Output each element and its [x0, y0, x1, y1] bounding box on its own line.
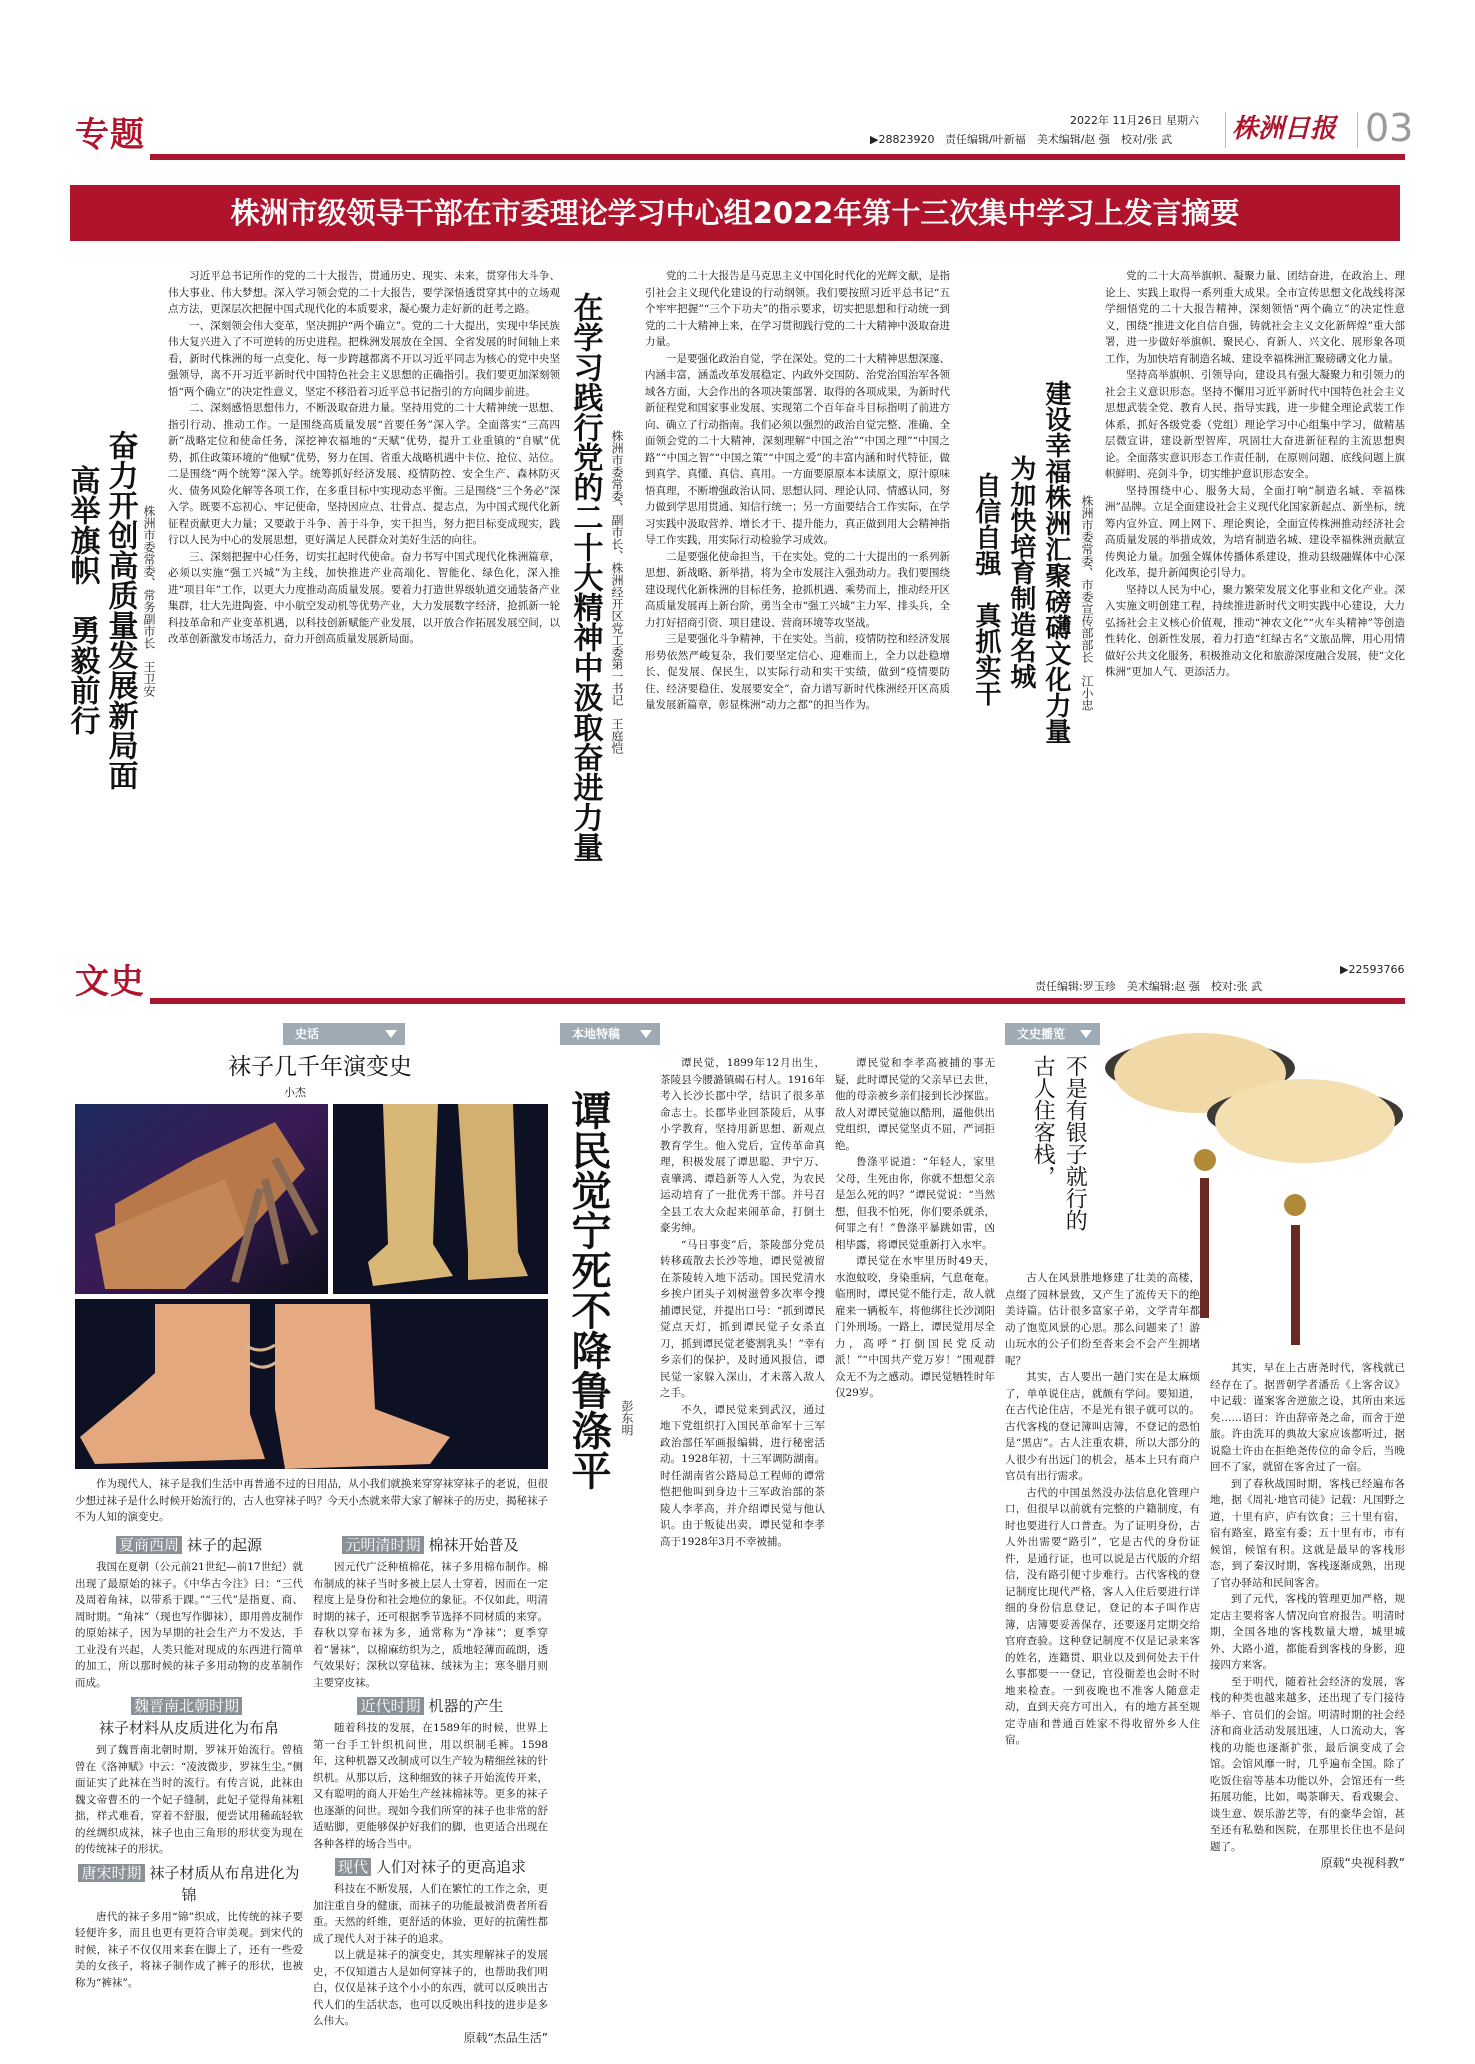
paragraph: 三、深刻把握中心任务，切实扛起时代使命。奋力书写中国式现代化株洲篇章，必须以实施“强工兴城”为主线，加快推进产业高端化、智能化、绿色化，深入推进“项目年”工作，以更大力度推动高质量发展。要着力打造世界级轨道交通装备产业集群，壮大先进陶瓷、中小航空发动机等优势产业，大力发展数字经济，抢抓新一轮科技革命和产业变革机遇，以科技创新赋能产业发展，以开放合作拓展发展空间，以改革创新激发市场活力，奋力开创高质量发展新局面。	[168, 550, 560, 645]
paragraph: 因元代广泛种植棉花，袜子多用棉布制作。棉布制成的袜子当时多被上层人士穿着，因而在一定程度上是身份和社会地位的象征。不仅如此，明清时期的袜子，还可根据季节选择不同材质的来穿。春秋以穿布袜为多，通常称为“净袜”；夏季穿着“暑袜”，以棉麻纺织为之，质地轻薄而疏朗，透气效果好；深秋以穿毡袜、绒袜为主；寒冬腊月则主要穿皮袜。	[313, 1561, 548, 1689]
paragraph: 鲁涤平说道：“年轻人，家里父母，生死由你，你就不想想父亲是怎么死的吗？”谭民觉说：“当然想，但我不怕死，你们要杀就杀，何罪之有！”鲁涤平暴跳如雷，凶相毕露，将谭民觉重新打入水牢。	[835, 1156, 995, 1251]
sock-photo-ancient	[75, 1104, 328, 1294]
article-byline: 株洲市委常委、市委宣传部部长 江小忠	[1080, 495, 1094, 711]
section-heading	[75, 1862, 303, 1906]
inn-column-1	[1005, 1270, 1200, 1749]
heading-text: 棉袜开始普及	[428, 1536, 519, 1554]
article-title-line2: 高举旗帜 勇毅前行	[64, 465, 100, 735]
paragraph: 其实，古人要出一趟门实在是太麻烦了，单单说住店，就颇有学问。要知道，在古代论住店，不是光有银子就可以的。古代客栈的登记簿叫店簿，不登记的恐怕是“黑店”。古人注重农耕，所以大部分的人很少有出远门的机会，基本上只有商户官员有出行需求。	[1005, 1371, 1200, 1482]
article-author: 小杰	[284, 1086, 306, 1099]
chevron-down-icon	[640, 1030, 652, 1038]
article-title-line1: 奋力开创高质量发展新局面	[102, 430, 138, 790]
tan-column-2	[835, 1055, 995, 1402]
section-heading	[313, 1695, 548, 1717]
section-heading	[75, 1534, 303, 1556]
paragraph: 古人在风景胜地修建了壮美的高楼，点缀了园林景致，又产生了流传天下的绝美诗篇。估计很多富家子弟，文学青年都动了饱览风景的心思。那么问题来了！游山玩水的公子们纷至沓来会不会产生拥堵呢？	[1005, 1272, 1200, 1367]
section-label-zhuanti: 专题	[75, 115, 145, 155]
article-title-line2: 为加快培育制造名城	[1005, 455, 1036, 689]
paragraph: 党的二十大高举旗帜、凝聚力量、团结奋进，在政治上、理论上、实践上取得一系列重大成果。全市宣传思想文化战线将深学细悟党的二十大报告精神，深刻领悟“两个确立”的决定性意义，围绕“推进文化自信自强，铸就社会主义文化新辉煌”重大部署，进一步做好举旗帜、聚民心、育新人、兴文化、展形象各项工作，为加快培育制造名城、建设幸福株洲汇聚磅礴文化力量。	[1105, 270, 1405, 365]
era-label: 魏晋南北朝时期	[131, 1697, 242, 1715]
section-label-wenshi: 文史	[75, 962, 145, 1002]
article-title: 谭民觉宁死不降鲁涤平	[565, 1090, 611, 1490]
chevron-down-icon	[1080, 1030, 1092, 1038]
article-title: 袜子几千年演变史	[228, 1054, 412, 1080]
era-label: 现代	[335, 1858, 371, 1876]
article-intro	[75, 1476, 548, 1526]
column-tag-label: 史话	[295, 1027, 320, 1041]
column-tag-wenshi[interactable]	[1005, 1023, 1100, 1045]
section-rule-top	[150, 154, 1405, 160]
paragraph: 党的二十大报告是马克思主义中国化时代化的光辉文献，是指引社会主义现代化建设的行动纲领。我们要按照习近平总书记“五个牢牢把握”“三个下功夫”的指示要求，切实把思想和行动统一到党的二十大精神上来，在学习贯彻践行党的二十大精神中汲取奋进力量。	[645, 270, 950, 348]
column-tag-shihua[interactable]	[283, 1023, 405, 1045]
section-heading	[313, 1856, 548, 1878]
editor-credits: 责任编辑/叶新福 美术编辑/赵 强 校对/张 武	[945, 133, 1173, 146]
era-label: 夏商西周	[116, 1536, 182, 1554]
inn-column-2	[1210, 1360, 1405, 1871]
article-title-line1: 建设幸福株洲汇聚磅礴文化力量	[1040, 380, 1071, 744]
headline-banner: 株洲市级领导干部在市委理论学习中心组2022年第十三次集中学习上发言摘要	[70, 185, 1400, 241]
news-hotline: ▶28823920	[870, 133, 935, 146]
heading-text: 人们对袜子的更高追求	[376, 1858, 527, 1876]
section-rule-bottom	[150, 998, 1405, 1004]
section-heading	[313, 1534, 548, 1556]
paragraph: 一、深刻领会伟大变革，坚决拥护“两个确立”。党的二十大提出，实现中华民族伟大复兴进入了不可逆转的历史进程。把株洲发展放在全国、全省发展的时间轴上来看，新时代株洲的每一点变化、每一步跨越都离不开以习近平同志为核心的党中央坚强领导，离不开习近平新时代中国特色社会主义思想的正确指引。我们要更加深刻领悟“两个确立”的决定性意义，坚定不移沿着习近平总书记指引的方向阔步前进。	[168, 319, 560, 398]
article-author: 彭东明	[620, 1400, 634, 1436]
article-byline: 株洲市委常委、副市长、株洲经开区党工委第一书记 王庭恺	[610, 430, 624, 754]
article-byline: 株洲市委常委、常务副市长 王卫安	[142, 505, 156, 697]
paragraph: 以上就是袜子的演变史，其实理解袜子的发展史，不仅知道古人是如何穿袜子的，也帮助我们明白，仅仅是袜子这个小小的东西，就可以反映出古代人们的生活状态，也可以反映出科技的进步是多么伟大。	[313, 1949, 548, 2027]
paragraph: 习近平总书记所作的党的二十大报告，贯通历史、现实、未来，贯穿伟大斗争、伟大事业、伟大梦想。深入学习领会党的二十大报告，要学深悟透贯穿其中的立场观点方法，更深层次把握中国式现代化的本质要求，凝心聚力走好新的赶考之路。	[168, 270, 560, 315]
column-tag-label: 文史播览	[1017, 1027, 1066, 1041]
paragraph: 随着科技的发展，在1589年的时候，世界上第一台手工针织机问世，用以织制毛裤。1598年，这种机器又改制成可以生产较为精细丝袜的针织机。从那以后，这种细致的袜子开始流传开来，又有聪明的商人开始生产丝袜棉袜等。更多的袜子也逐渐的问世。现如今我们所穿的袜子也非常的舒适贴脚，更能够保护好我们的脚，也更适合出现在各种各样的场合当中。	[313, 1722, 548, 1850]
paragraph: 二是要强化使命担当，干在实处。党的二十大提出的一系列新思想、新战略、新举措，将为全市发展注入强劲动力。我们要围绕建设现代化新株洲的目标任务，抢抓机遇、乘势而上，推动经开区高质量发展再上新台阶，勇当全市“强工兴城”主力军、排头兵，全力打好招商引资、项目建设、营商环境等攻坚战。	[645, 550, 950, 629]
page-number: 03	[1365, 106, 1414, 150]
source-credit: 原载“央视科教”	[1320, 1856, 1405, 1870]
sock-image	[75, 1104, 328, 1294]
paragraph: “马日事变”后，茶陵部分党员转移疏散去长沙等地，谭民觉被留在茶陵转入地下活动。国民党清水乡挨户团头子刘树滋曾多次率令搜捕谭民觉，并提出口号：“抓到谭民觉点天灯，抓到谭民觉子女杀直刀，抓到谭民觉老婆割乳头！”幸有乡亲们的保护，及时通风报信，谭民觉一家躲入深山，才未落入敌人之手。	[660, 1238, 825, 1399]
chevron-down-icon	[385, 1030, 397, 1038]
socks-column-1	[75, 1530, 303, 1991]
editor-credits: 责任编辑:罗玉珍 美术编辑:赵 强 校对:张 武	[1035, 980, 1263, 993]
article-title-line2: 古人住客栈，	[1030, 1055, 1056, 1187]
intro-paragraph: 作为现代人，袜子是我们生活中再普通不过的日用品，从小我们就换来穿穿袜穿袜子的老说，但很少想过袜子是什么时候开始流行的，古人也穿袜子吗？今天小杰就来带大家了解袜子的历史，揭秘袜子不为人知的演变史。	[75, 1478, 548, 1523]
paragraph: 三是要强化斗争精神，干在实处。当前，疫情防控和经济发展形势依然严峻复杂，我们要坚定信心、迎难而上，全力以赴稳增长、促发展、保民生，以实际行动和实干实绩，做到“疫情要防住、经济要稳住、发展要安全”，奋力谱写新时代株洲经开区高质量发展新篇章，彰显株洲“动力之都”的担当作为。	[645, 633, 950, 711]
article-title-line1: 不是有银子就行的	[1062, 1055, 1088, 1231]
header-divider-2	[1357, 112, 1358, 148]
era-label: 近代时期	[357, 1697, 423, 1715]
paragraph: 至于明代，随着社会经济的发展，客栈的种类也越来越多，还出现了专门接待举子、官员们的会馆。明清时期的社会经济和商业活动发展迅速，人口流动大，客栈的功能也逐渐扩张，最后演变成了会馆。会馆风靡一时，几乎遍布全国。除了吃饭住宿等基本功能以外，会馆还有一些拓展功能，比如，喝茶聊天、看戏聚会、谈生意、娱乐游艺等，有的豪华会馆，甚至还有私塾和医院，在那里长住也不是问题了。	[1210, 1675, 1405, 1853]
header-divider	[1225, 112, 1226, 148]
article-body	[1105, 268, 1405, 681]
paragraph: 谭民觉和李孝高被捕的事无疑，此时谭民觉的父亲早已去世，他的母亲被乡亲们接到长沙探监。敌人对谭民觉施以酷刑，逼他供出党组织，谭民觉坚贞不屈，严词拒绝。	[835, 1057, 995, 1152]
paragraph: 到了春秋战国时期，客栈已经遍布各地，据《周礼·地官司徒》记载：凡国野之道，十里有庐，庐有饮食；三十里有宿，宿有路室，路室有委；五十里有市，市有候馆，候馆有积。这就是最早的客栈形态，到了秦汉时期，客栈逐渐成熟，出现了官办驿站和民间客舍。	[1210, 1477, 1405, 1589]
paragraph: 坚持以人民为中心，聚力繁荣发展文化事业和文化产业。深入实施文明创建工程，持续推进新时代文明实践中心建设，大力弘扬社会主义核心价值观，推动“神农文化”“火车头精神”等创造性转化、创新性发展，着力打造“红绿古名”文旅品牌，用心用情做好公共文化服务，积极推动文化和旅游深度融合发展，使“文化株洲”更加人气、更添活力。	[1105, 583, 1405, 678]
heading-text: 袜子材料从皮质进化为布帛	[98, 1719, 279, 1737]
article-title: 在学习践行党的二十大精神中汲取奋进力量	[567, 292, 603, 862]
column-tag-label: 本地特稿	[572, 1027, 621, 1041]
paragraph: 到了魏晋南北朝时期，罗袜开始流行。曾植曾在《洛神赋》中云：“凌波微步，罗袜生尘。”侧面证实了此袜在当时的流行。有传言说，此袜由魏文帝曹丕的一个妃子缝制，此妃子觉得角袜粗拙，样式难看，穿着不舒服，便尝试用稀疏轻软的丝绸织成袜，袜子也由三角形的形状变为现在的传统袜子的形状。	[75, 1744, 303, 1855]
paragraph: 谭民觉在水牢里历时49天，水泡蚊咬，身染重病，气息奄奄。临刑时，谭民觉不能行走，敌人就雇来一辆板车，将他绑往长沙浏阳门外刑场。一路上，谭民觉用尽全力，高呼“打倒国民党反动派！”“中国共产党万岁！”围观群众无不为之感动。谭民觉牺牲时年仅29岁。	[835, 1255, 995, 1399]
sock-photo-boots	[75, 1299, 548, 1469]
stockings-image	[333, 1104, 548, 1294]
paragraph: 不久，谭民觉来到武汉，通过地下党组织打入国民革命军十三军政治部任军画报编辑，进行秘密活动。1928年初，十三军调防湖南。时任湖南省公路局总工程师的谭常恺把他叫到身边十三军政治部的茶陵人李孝高，并介绍谭民觉与他认识。由于叛徒出卖，谭民觉和李孝高于1928年3月不幸被捕。	[660, 1403, 825, 1548]
paragraph: 坚持围绕中心、服务大局，全面打响“制造名城、幸福株洲”品牌。立足全面建设社会主义现代化国家新起点、新坐标，统筹内宣外宣、网上网下、理论舆论，全面宣传株洲推动经济社会高质量发展的举措成效，为培育制造名城、建设幸福株洲贡献宣传舆论力量。加强全媒体传播体系建设，推动县级融媒体中心深化改革，提升新闻舆论引导力。	[1105, 484, 1405, 579]
boots-image	[75, 1299, 548, 1469]
era-label: 元明清时期	[342, 1536, 423, 1554]
paragraph: 谭民觉，1899年12月出生，茶陵县今腰潞镇碣石村人。1916年考入长沙长郡中学，结识了很多革命志士。长郡毕业回茶陵后，从事小学教育，坚持用新思想、新观点教育学生。他入党后，宣传革命真理，积极发展了谭思聪、尹宁万、袁肇鸿、谭趋新等人入党，为农民运动培育了一批优秀干部。并号召全县工农大众起来闹革命，打倒土豪劣绅。	[660, 1057, 825, 1234]
heading-text: 袜子的起源	[187, 1536, 263, 1554]
source-credit: 原载“杰品生活”	[463, 2030, 548, 2045]
heading-text: 袜子材质从布帛进化为锦	[149, 1863, 300, 1904]
paragraph: 坚持高举旗帜、引领导向，建设具有强大凝聚力和引领力的社会主义意识形态。坚持不懈用习近平新时代中国特色社会主义思想武装全党、教育人民、指导实践，进一步健全理论武装工作体系，抓好各级党委（党组）理论学习中心组集中学习，做精基层微宣讲，建设新型智库，巩固壮大奋进新征程的主流思想舆论。全面落实意识形态工作责任制，在原则问题、底线问题上旗帜鲜明、亮剑斗争，切实维护意识形态安全。	[1105, 369, 1405, 480]
paragraph: 古代的中国虽然没办法信息化管理户口，但很早以前就有完整的户籍制度，有时也要进行人口普查。为了证明身份，古人外出需要“路引”，它是古代的身份证件，是通行证，也可以说是古代版的介绍信，没有路引便寸步难行。古代客栈的登记制度比现代严格，客人入住后要进行详细的身份信息登记，登记的本子叫作店簿，店簿要妥善保存，还要逐月定期交给官府查验。这种登记制度不仅是记录来客的姓名，连籍贯、职业以及到何处去干什么事都要一一登记，官役衙差也会时不时地来检查。一到夜晚也不准客人随意走动，直到天亮方可出入，有的地方甚至规定寺庙和普通百姓家不得收留外乡人住宿。	[1005, 1486, 1200, 1746]
paragraph: 二、深刻感悟思想伟力，不断汲取奋进力量。坚持用党的二十大精神统一思想、指引行动、推动工作。一是围绕高质量发展“首要任务”深入学。全面落实“三高四新”战略定位和使命任务，深挖神农福地的“天赋”优势，提升工业重镇的“自赋”优势，抓住政策环境的“他赋”优势，努力在国、省重大战略机遇中卡位、抢位、站位。二是围绕“两个统筹”深入学。统筹抓好经济发展、疫情防控、安全生产、森林防灭火、债务风险化解等各项工作，在多重目标中实现动态平衡。三是围绕“三个务必”深入学。既要不忘初心、牢记使命，坚持因应点、壮骨点、提志点，为中国式现代化新征程贡献更大力量；又要敢于斗争、善于斗争，实干担当，努力把目标变成现实，践行以人民为中心的发展思想，更好满足人民群众对美好生活的向往。	[168, 402, 560, 546]
socks-column-2	[313, 1530, 548, 2046]
era-label: 唐宋时期	[78, 1864, 144, 1882]
masthead-logo: 株洲日报	[1232, 114, 1337, 144]
article-body	[645, 268, 950, 714]
paragraph: 到了元代，客栈的管理更加严格，规定店主要将客人情况向官府报告。明清时期，全国各地的客栈数量大增，城里城外、大路小道，都能看到客栈的身影，迎接四方来客。	[1210, 1593, 1405, 1671]
tan-column-1	[660, 1055, 825, 1550]
article-body	[168, 268, 560, 648]
section-heading	[75, 1695, 303, 1739]
paragraph: 唐代的袜子多用“锦”织成，比传统的袜子要轻便许多，而且也更有更符合审美观。到宋代的时候，袜子不仅仅用来套在脚上了，还有一些爱美的女孩子，将袜子制作成了裤子的形状，也被称为“裤袜”。	[75, 1910, 303, 1989]
paragraph: 其实，早在上古唐尧时代，客栈就已经存在了。据晋朝学者潘岳《上客舍议》中记载：谨案客舍逆旅之设，其所由来远矣……语曰：许由辞帝尧之命，而舍于逆旅。许由洗耳的典故大家应该都听过，据说隐士许由在拒绝尧传位的命令后，当晚回不了家，就留在客舍过了一宿。	[1210, 1362, 1405, 1473]
article-title-line3: 自信自强 真抓实干	[970, 472, 1001, 706]
paragraph: 我国在夏朝（公元前21世纪—前17世纪）就出现了最原始的袜子。《中华古今注》曰：“三代及周着角袜，以带系于踝。”“三代”是指夏、商、周时期。“角袜”（现也写作脚袜），即用兽皮制作的原始袜子，因为早期的社会生产力不发达，手工业没有兴起，人类只能对现成的东西进行简单的加工，所以那时候的袜子多用动物的皮革制作而成。	[75, 1561, 303, 1689]
sock-photo-stockings	[333, 1104, 548, 1294]
issue-date: 2022年 11月26日 星期六	[1070, 114, 1199, 127]
heading-text: 机器的产生	[428, 1697, 504, 1715]
paragraph: 科技在不断发展，人们在繁忙的工作之余，更加注重自身的健康，而袜子的功能最被消费者所看重。天然的纤维，更舒适的体验，更好的抗菌性都成了现代人对于袜子的追求。	[313, 1883, 548, 1945]
news-hotline: ▶22593766	[1340, 963, 1405, 976]
paragraph: 一是要强化政治自觉，学在深处。党的二十大精神思想深邃、内涵丰富，涵盖改革发展稳定、内政外交国防、治党治国治军各领域各方面，大会作出的各项决策部署、取得的各项成果，为新时代新征程党和国家事业发展、实现第二个百年奋斗目标指明了前进方向、确立了行动指南。我们必须以强烈的政治自觉完整、准确、全面领会党的二十大精神，深刻理解“中国之治”“中国之理”“中国之路”“中国之智”“中国之策”“中国之爱”的丰富内涵和时代特征，做到真学、真懂、真信、真用。一方面要原原本本读原文，原汁原味悟真理，不断增强政治认同、思想认同、理论认同、情感认同，努力做到学思用贯通、知信行统一；另一方面要结合工作实际，在学习实践中汲取营养、增长才干、提升能力，真正做到用大会精神指导工作实践，用实际行动检验学习成效。	[645, 352, 950, 546]
column-tag-local[interactable]	[560, 1023, 660, 1045]
